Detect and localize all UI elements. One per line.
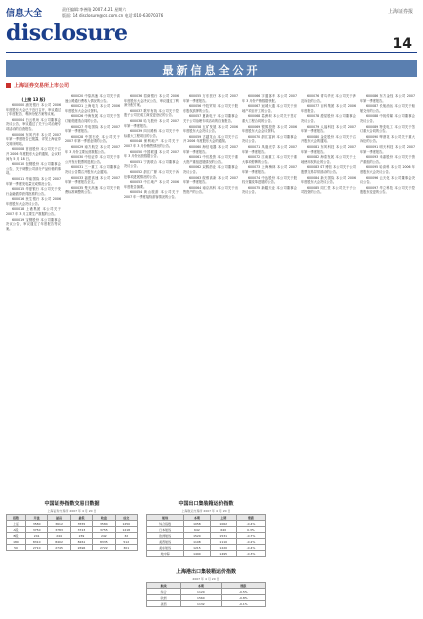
table-cell: 239 <box>70 533 92 539</box>
table-cell: 50 <box>7 545 26 551</box>
announcement-paragraph: 600004 白云机场 本公司董事会决议公告，审议通过了关于公司治理专项活动的自查报告。 <box>6 117 61 131</box>
table-cell: 3723 <box>70 527 92 533</box>
table-cell: 3612 <box>48 521 70 527</box>
announcement-paragraph: 600095 哈高科 本公司 2006 年度股东大会决议公告。 <box>360 165 415 174</box>
table-header-cell: 成交 <box>115 515 137 521</box>
table-cell: B股 <box>7 533 26 539</box>
announcement-paragraph: 600061 中纺投资 本公司关于重大资产重组进展情况的公告。 <box>183 155 238 164</box>
table-header-cell: 涨跌 <box>236 515 265 521</box>
announcement-paragraph: 600086 东方金钰 本公司 2007 年第一季度报告。 <box>360 94 415 103</box>
article-column <box>183 94 238 494</box>
announcement-paragraph: 600059 古越龙山 本公司关于召开 2006 年度股东大会的通知。 <box>183 134 238 144</box>
table-cell: 0.3% <box>236 527 265 533</box>
table-cell: -0.1% <box>221 601 265 607</box>
table-securities-index <box>6 500 138 551</box>
announcement-paragraph: 600080 金花股份 本公司关于召开股东大会的通知。 <box>301 134 356 144</box>
page-number: 14 <box>392 36 412 52</box>
table-cell: -0.7% <box>236 533 265 539</box>
table-title: 中国证券指数交易日数据 <box>44 501 100 507</box>
announcement-paragraph: 600079 人福科技 本公司 2007 年第一季度报告。 <box>301 124 356 134</box>
announcement-paragraph: 600010 包钢股份 本公司董事会公告，关于调整公司部分产品价格的事项。 <box>6 162 61 176</box>
table-cell: 2696 <box>70 545 92 551</box>
table-row <box>147 551 266 557</box>
logo-english: disclosure <box>6 20 128 46</box>
announcement-paragraph: 600026 中海发展 本公司关于签订船舶建造合同的公告。 <box>65 114 120 123</box>
table-cell: 3584 <box>93 521 115 527</box>
announcement-paragraph: 600088 中视传媒 本公司董事会决议公告。 <box>360 114 415 123</box>
table-cell: 642 <box>184 527 210 533</box>
table-cell: 1560 <box>181 595 221 601</box>
announcement-paragraph: 600076 青鸟华光 本公司关于涉及诉讼的公告。 <box>301 94 356 103</box>
table-cell: 3783 <box>48 527 70 533</box>
table-cell: 地中海 <box>147 551 184 557</box>
announcement-paragraph: 600000 浦发银行 本公司 2006 年度股东大会已于近日召开，审议通过了年度报告、利润分配方案等议案。 <box>6 103 61 117</box>
logo-chinese: 信息大全 <box>6 9 43 19</box>
table-title: 上海港出口集装箱运价指数 <box>175 569 236 575</box>
data-table <box>146 514 266 557</box>
table-cell: 美西 <box>147 601 181 607</box>
article-column <box>301 94 356 494</box>
table-row <box>147 601 266 607</box>
article-column <box>124 94 179 494</box>
table-header-cell: 本期 <box>181 583 221 589</box>
announcement-paragraph: 600083 ST 博信 本公司关于公司股票交易异常波动的公告。 <box>301 165 356 174</box>
table-cell: 3755 <box>93 527 115 533</box>
table-subtitle: 上海航运交易所 2007 年 4 月 20 日 <box>181 509 231 513</box>
table-header-cell: 开盘 <box>25 515 47 521</box>
table-cell: 1110 <box>210 539 236 545</box>
table-cell: 8261 <box>70 539 92 545</box>
table-cell: 32 <box>115 533 137 539</box>
announcement-paragraph: 600048 保利地产 本公司关于 2007 年 3 月份销售情况的公告。 <box>124 139 179 148</box>
table-cell: 2722 <box>93 545 115 551</box>
announcement-paragraph: 600082 海泰发展 本公司关于土地使用权转让的公告。 <box>301 155 356 164</box>
announcement-paragraph: 600077 百科集团 本公司 2006 年度报告。 <box>301 104 356 113</box>
table-cell: 欧洲 <box>147 595 181 601</box>
data-table <box>6 514 138 551</box>
announcement-paragraph: 600071 凤凰光学 本公司 2007 年第一季度报告。 <box>242 144 297 154</box>
table-cell: 241 <box>25 533 47 539</box>
announcement-paragraph: 600030 中信证券 本公司关于非公开发行股票的进展公告。 <box>65 155 120 164</box>
announcement-paragraph: 600006 东风汽车 本公司 2007 年第一季度报告已披露，详见上海证券交易所网站。 <box>6 132 61 146</box>
article-column <box>242 94 297 494</box>
table-cell: 301 <box>115 545 137 551</box>
table-cell: 综合 <box>147 589 181 595</box>
table-cell: 2710 <box>25 545 47 551</box>
banner-title: 最新信息全公开 <box>162 64 261 77</box>
announcement-paragraph: 600033 福建高速 本公司 2007 年第一季度报告全文。 <box>65 175 120 185</box>
table-cell: 1531 <box>210 533 236 539</box>
table-header-cell: 航线 <box>147 583 181 589</box>
announcement-paragraph: 600021 上海电力 本公司 2006 年度股东大会会议资料。 <box>65 104 120 113</box>
announcement-paragraph: 600075 新疆天业 本公司董事会决议公告。 <box>242 185 297 195</box>
announcement-paragraph: 600018 上港集团 本公司关于 2007 年 3 月主要生产数据的公告。 <box>6 207 61 217</box>
announcement-paragraph: 600060 海信电器 本公司 2007 年第一季度报告。 <box>183 144 238 154</box>
section-title: 上海证券交易所上市公司 <box>14 83 70 89</box>
newspaper-name: 上海证券报 <box>387 9 413 15</box>
announcement-paragraph: 600029 南方航空 本公司 2007 年 3 月份主要运营数据公告。 <box>65 144 120 154</box>
header-divider <box>6 52 417 53</box>
table-cell: -0.3% <box>236 551 265 557</box>
bullet-icon <box>6 83 11 88</box>
announcement-paragraph: 600069 银鸽投资 本公司 2006 年度股东大会会议资料。 <box>242 124 297 134</box>
article-column <box>6 94 61 494</box>
table-cell: -0.8% <box>221 595 265 601</box>
announcement-paragraph: 600053 中江地产 本公司 2006 年度报告摘要。 <box>124 180 179 189</box>
announcement-paragraph: 600087 长航油运 本公司关于船舶交付的公告。 <box>360 104 415 113</box>
header-meta-line2: 版面: 14 disclosure@cs.com.cn 电话:010-63070376 <box>62 13 164 18</box>
announcement-paragraph: 600066 宇通客车 本公司 2007 年 3 月份产销数据快报。 <box>242 94 297 103</box>
announcement-paragraph: 600073 上海梅林 本公司 2007 年第一季度报告。 <box>242 165 297 174</box>
table-cell: 1132 <box>181 601 221 607</box>
announcement-paragraph: 600091 明天科技 本公司 2007 年第一季度报告。 <box>360 144 415 154</box>
announcement-paragraph: 600063 皖维高新 本公司 2007 年第一季度报告。 <box>183 175 238 185</box>
table-cell: -0.5% <box>221 589 265 595</box>
table-shanghai-port-index <box>146 568 266 607</box>
table-header-cell: 最低 <box>70 515 92 521</box>
announcement-paragraph: 600016 民生银行 本公司 2006 年度股东大会决议公告。 <box>6 197 61 206</box>
table-export-container-index <box>146 500 266 557</box>
data-table <box>146 582 266 607</box>
table-cell: 日本航线 <box>147 527 184 533</box>
announcement-paragraph: 600038 哈飞股份 本公司 2007 年第一季度报告。 <box>124 118 179 128</box>
table-header-cell: 指数 <box>7 515 26 521</box>
table-header-cell: 涨跌 <box>221 583 265 589</box>
table-header-cell: 航线 <box>147 515 184 521</box>
table-header-cell: 本期 <box>184 515 210 521</box>
announcement-paragraph: 600084 新天国际 本公司 2006 年度股东大会决议公告。 <box>301 175 356 185</box>
header-meta-line1: 责任编辑:李善隆 2007.4.21 星期六 <box>62 7 127 12</box>
table-subtitle: 2007 年 4 月 20 日 <box>192 577 220 581</box>
announcement-paragraph: 600085 同仁堂 本公司关于子公司投资的公告。 <box>301 185 356 195</box>
section-banner <box>6 60 417 77</box>
announcement-paragraph: 600074 中达股份 本公司关于股权分置改革进展的公告。 <box>242 175 297 185</box>
table-cell: 1250 <box>115 521 137 527</box>
announcement-paragraph: 600028 中国石化 本公司关于 2007 年第一季度业绩的公告。 <box>65 134 120 144</box>
announcement-paragraph: 600052 浙江广厦 本公司关于诉讼事项进展情况的公告。 <box>124 169 179 179</box>
table-cell: 3750 <box>25 527 47 533</box>
announcement-paragraph: 600056 中技贸易 本公司关于股东股权质押的公告。 <box>183 104 238 113</box>
table-cell: 244 <box>48 533 70 539</box>
table-cell: 640 <box>210 527 236 533</box>
table-cell: 512 <box>115 539 137 545</box>
table-cell: 180 <box>7 539 26 545</box>
table-cell: -0.4% <box>236 521 265 527</box>
table-cell: 1120 <box>181 589 221 595</box>
table-cell: 美西航线 <box>147 539 184 545</box>
announcement-paragraph: 600027 华电国际 本公司 2007 年第一季度报告。 <box>65 124 120 134</box>
announcement-paragraph: 600054 黄山旅游 本公司关于 2007 年一季度接待游客情况的公告。 <box>124 190 179 199</box>
announcement-paragraph: 600081 东风科技 本公司 2007 年第一季度报告。 <box>301 144 356 154</box>
table-title: 中国出口集装箱运价指数 <box>178 501 234 507</box>
table-cell: 3555 <box>70 521 92 527</box>
announcement-paragraph: 600011 华能国际 本公司 2007 年第一季度发电量完成情况公告。 <box>6 176 61 186</box>
table-cell: 2745 <box>48 545 70 551</box>
table-cell: 1062 <box>210 521 236 527</box>
table-cell: 综合指数 <box>147 521 184 527</box>
table-cell: 1520 <box>184 533 210 539</box>
table-cell: 8335 <box>93 539 115 545</box>
header-meta <box>62 7 163 19</box>
announcement-paragraph: 600008 首创股份 本公司关于召开 2006 年度股东大会的通知，会议时间为 5 月 18 日。 <box>6 147 61 161</box>
table-cell: 美东航线 <box>147 545 184 551</box>
announcement-paragraph: 600089 特变电工 本公司关于签订重大合同的公告。 <box>360 124 415 134</box>
page-header <box>0 0 423 58</box>
announcement-paragraph: 600057 夏新电子 本公司董事会关于公司治理专项活动的自查报告。 <box>183 114 238 123</box>
announcement-paragraph: 600015 华夏银行 本公司关于发行金融债券获得批准的公告。 <box>6 187 61 196</box>
announcement-paragraph: 600097 华立科技 本公司关于控股股东变更的公告。 <box>360 185 415 195</box>
announcement-paragraph: 600067 冠城大通 本公司关于房地产项目开工的公告。 <box>242 104 297 113</box>
table-cell: -0.4% <box>236 545 265 551</box>
announcement-paragraph: 600036 招商银行 本公司 2006 年度股东大会决议公告，审议通过了利润分配方案。 <box>124 94 179 108</box>
table-cell: 8402 <box>48 539 70 545</box>
column-heading: (上接 13 版) <box>21 97 46 102</box>
announcement-paragraph: 600051 宁波联合 本公司董事会决议公告。 <box>124 159 179 169</box>
table-subtitle: 上海证券交易所 2007 年 4 月 20 日 <box>47 509 97 513</box>
table-cell: 上证 <box>7 521 26 527</box>
announcement-paragraph: 600050 中国联通 本公司 2007 年 3 月份运营数据公告。 <box>124 149 179 159</box>
table-row <box>7 545 138 551</box>
table-cell: 8310 <box>25 539 47 545</box>
announcement-paragraph: 600062 双鹤药业 本公司董事会决议公告。 <box>183 165 238 174</box>
table-header-cell: 收盘 <box>93 515 115 521</box>
announcement-paragraph: 600070 浙江富润 本公司董事会决议公告。 <box>242 134 297 144</box>
table-cell: 1218 <box>115 527 137 533</box>
table-cell: 242 <box>93 533 115 539</box>
announcement-paragraph: 600055 万东医疗 本公司 2007 年第一季度报告。 <box>183 94 238 103</box>
section-heading <box>6 82 126 90</box>
announcement-paragraph: 600039 四川路桥 本公司关于中标重大工程项目的公告。 <box>124 129 179 138</box>
announcement-paragraph: 600031 三一重工 本公司董事会决议公告暨召开股东大会通知。 <box>65 165 120 174</box>
table-cell: 1495 <box>210 551 236 557</box>
table-cell: 1215 <box>184 545 210 551</box>
announcement-paragraph: 600093 禾嘉股份 本公司关于资产重组的公告。 <box>360 155 415 164</box>
announcement-paragraph: 600035 楚天高速 本公司关于收费标准调整的公告。 <box>65 185 120 195</box>
table-header-cell: 上期 <box>210 515 236 521</box>
announcement-paragraph: 600064 南京高科 本公司关于出售资产的公告。 <box>183 185 238 195</box>
table-cell: 1108 <box>184 539 210 545</box>
data-tables <box>6 500 417 619</box>
table-cell: 3580 <box>25 521 47 527</box>
table-cell: A股 <box>7 527 26 533</box>
announcement-paragraph: 600096 云天化 本公司董事会决议公告。 <box>360 175 415 185</box>
announcement-paragraph: 600072 江南重工 本公司关于重大事项停牌的公告。 <box>242 155 297 164</box>
announcement-paragraph: 600090 啤酒花 本公司关于重大诉讼的公告。 <box>360 134 415 144</box>
table-cell: 1058 <box>184 521 210 527</box>
article-column <box>360 94 415 494</box>
announcement-paragraph: 600078 澄星股份 本公司董事会决议公告。 <box>301 114 356 123</box>
announcement-paragraph: 600019 宝钢股份 本公司董事会决议公告，审议通过了年度报告等议案。 <box>6 217 61 231</box>
table-cell: 欧洲航线 <box>147 533 184 539</box>
table-cell: 1220 <box>210 545 236 551</box>
table-header-cell: 最高 <box>48 515 70 521</box>
announcement-paragraph: 600037 歌华有线 本公司关于控股子公司完成工商变更登记的公告。 <box>124 108 179 118</box>
announcement-paragraph: 600020 中原高速 本公司关于高速公路通行费收入情况的公告。 <box>65 94 120 103</box>
table-cell: 1490 <box>184 551 210 557</box>
announcement-paragraph: 600068 葛洲坝 本公司关于签订重大工程合同的公告。 <box>242 114 297 123</box>
article-column <box>65 94 120 494</box>
announcement-paragraph: 600058 五矿发展 本公司 2006 年度股东大会决议公告。 <box>183 124 238 134</box>
table-cell: -0.2% <box>236 539 265 545</box>
